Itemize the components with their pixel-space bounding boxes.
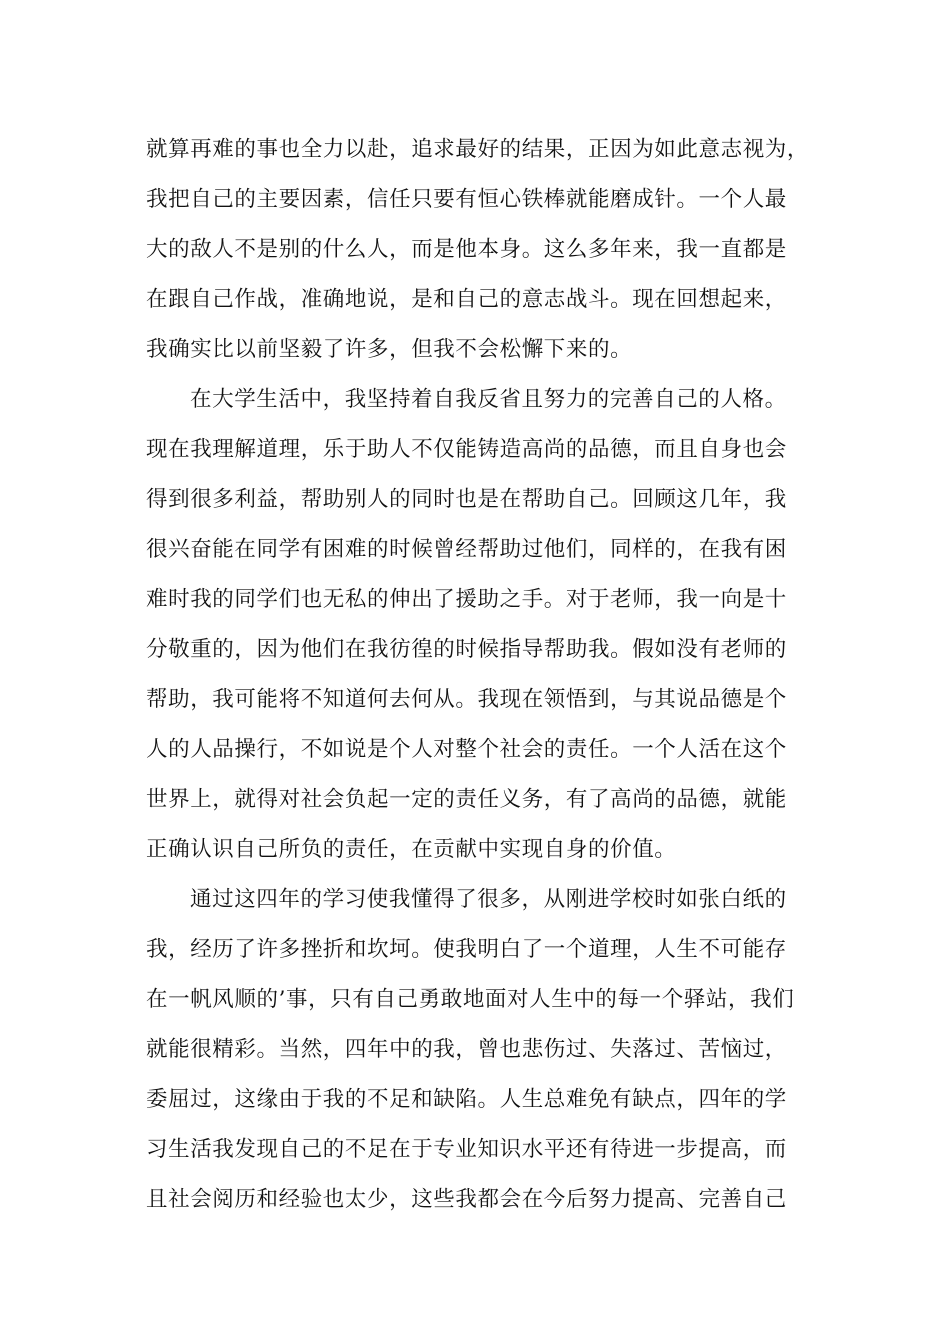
text-line: 我，经历了许多挫折和坎坷。使我明白了一个道理，人生不可能存 xyxy=(146,937,787,962)
text-line: 人的人品操行，不如说是个人对整个社会的责任。一个人活在这个 xyxy=(146,737,787,762)
text-line: 正确认识自己所负的责任，在贡献中实现自身的价值。 xyxy=(146,837,677,862)
text-line: 且社会阅历和经验也太少，这些我都会在今后努力提高、完善自己 xyxy=(146,1187,787,1212)
text-line: 在一帆风顺的’事，只有自己勇敢地面对人生中的每一个驿站，我们 xyxy=(146,987,795,1012)
paragraph-first-line: 通过这四年的学习使我懂得了很多，从刚进学校时如张白纸的 xyxy=(190,887,787,912)
text-line: 大的敌人不是别的什么人，而是他本身。这么多年来，我一直都是 xyxy=(146,237,787,262)
text-line: 在跟自己作战，准确地说，是和自己的意志战斗。现在回想起来， xyxy=(146,287,787,312)
text-line: 习生活我发现自己的不足在于专业知识水平还有待进一步提高，而 xyxy=(146,1137,787,1162)
text-line: 就算再难的事也全力以赴，追求最好的结果，正因为如此意志视为， xyxy=(146,137,810,162)
text-line: 很兴奋能在同学有困难的时候曾经帮助过他们，同样的，在我有困 xyxy=(146,537,787,562)
text-line: 就能很精彩。当然，四年中的我，曾也悲伤过、失落过、苦恼过， xyxy=(146,1037,787,1062)
paragraph-first-line: 在大学生活中，我坚持着自我反省且努力的完善自己的人格。 xyxy=(190,387,787,412)
text-line: 帮助，我可能将不知道何去何从。我现在领悟到，与其说品德是个 xyxy=(146,687,787,712)
text-line: 难时我的同学们也无私的伸出了援助之手。对于老师，我一向是十 xyxy=(146,587,787,612)
text-line: 现在我理解道理，乐于助人不仅能铸造高尚的品德，而且自身也会 xyxy=(146,437,787,462)
text-line: 委屈过，这缘由于我的不足和缺陷。人生总难免有缺点，四年的学 xyxy=(146,1087,787,1112)
text-line: 分敬重的，因为他们在我彷徨的时候指导帮助我。假如没有老师的 xyxy=(146,637,787,662)
text-line: 我把自己的主要因素，信任只要有恒心铁棒就能磨成针。一个人最 xyxy=(146,187,787,212)
text-line: 世界上，就得对社会负起一定的责任义务，有了高尚的品德，就能 xyxy=(146,787,787,812)
text-line: 我确实比以前坚毅了许多，但我不会松懈下来的。 xyxy=(146,337,633,362)
text-line: 得到很多利益，帮助别人的同时也是在帮助自己。回顾这几年，我 xyxy=(146,487,787,512)
